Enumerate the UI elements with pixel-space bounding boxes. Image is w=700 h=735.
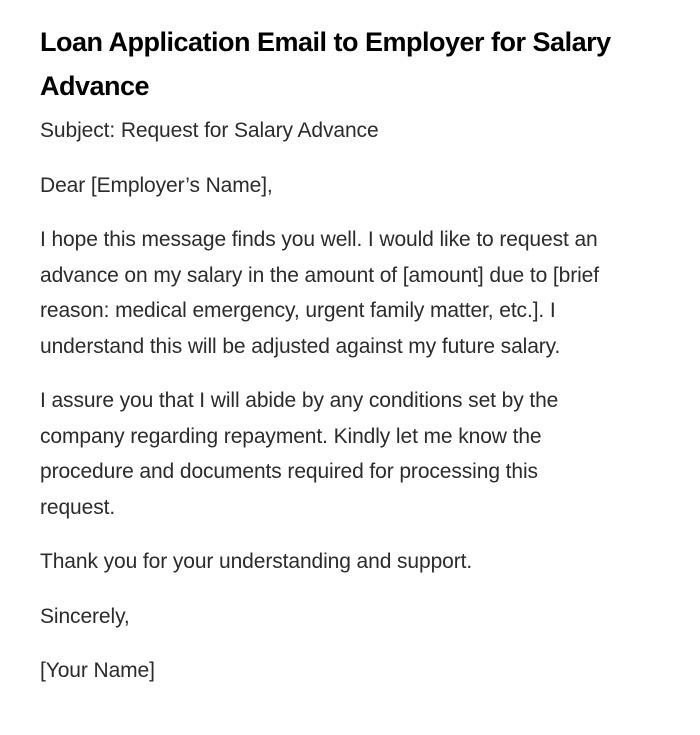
closing-thanks-line [40,544,670,580]
body-paragraph-assurance [40,383,670,525]
text-line: [Your Name] [40,659,155,682]
text-line: Dear [Employer’s Name], [40,173,273,197]
article-body [40,113,670,689]
salutation [40,168,670,204]
text-line: advance on my salary in the amount of [amount] due to [brief [40,263,599,287]
signature-placeholder [40,653,670,689]
signoff-line [40,599,670,635]
body-paragraph-request [40,222,670,364]
text-line: Advance [40,71,150,101]
text-line: Thank you for your understanding and support. [40,550,473,573]
text-line: company regarding repayment. Kindly let me know the [40,424,542,448]
subject-line [40,113,670,149]
text-line: Sincerely, [40,604,130,628]
text-line: understand this will be adjusted against my future salary. [40,334,561,358]
text-line: procedure and documents required for processing this [40,460,538,483]
text-line: Loan Application Email to Employer for Salary [40,27,611,57]
text-line: reason: medical emergency, urgent family matter, etc.]. I [40,299,556,322]
text-line: I assure you that I will abide by any conditions set by the [40,389,559,412]
page-title [40,20,670,108]
text-line: I hope this message finds you well. I would like to request an [40,228,598,251]
text-line: Subject: Request for Salary Advance [40,119,379,142]
text-line: request. [40,495,116,519]
